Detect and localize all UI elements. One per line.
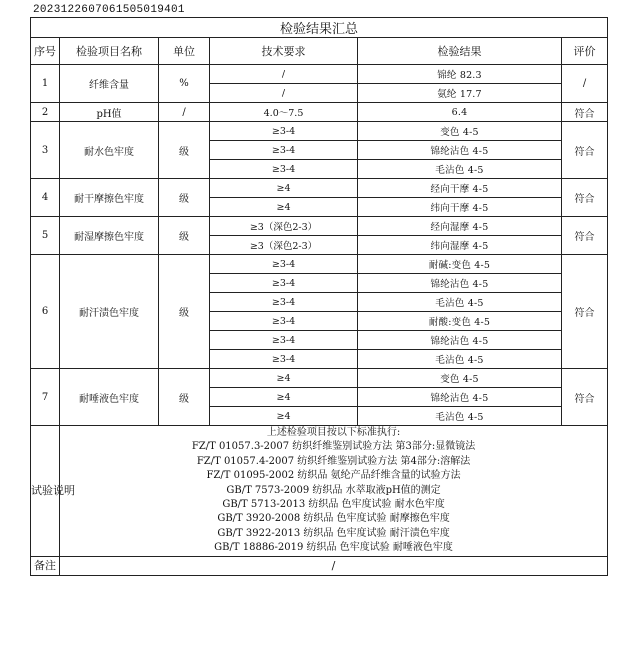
item-evaluation: 符合 <box>562 255 608 369</box>
result-cell: 变色 4-5 <box>358 369 562 388</box>
requirement-cell: ≥4 <box>210 179 358 198</box>
header-evaluation: 评价 <box>562 38 608 65</box>
standard-line: GB/T 3922-2013 纺织品 色牢度试验 耐汗渍色牢度 <box>217 527 450 539</box>
item-evaluation: / <box>562 65 608 103</box>
header-seq: 序号 <box>31 38 60 65</box>
remark-row <box>31 556 608 575</box>
header-unit: 单位 <box>159 38 210 65</box>
standard-line: FZ/T 01057.4-2007 纺织纤维鉴别试验方法 第4部分:溶解法 <box>196 455 471 467</box>
result-cell: 毛沾色 4-5 <box>358 407 562 426</box>
result-cell: 氨纶 17.7 <box>358 84 562 103</box>
table-row <box>31 122 608 141</box>
item-unit: 级 <box>159 217 210 255</box>
requirement-cell: 4.0～7.5 <box>210 103 358 122</box>
test-notes-label: 试验说明 <box>31 426 60 557</box>
item-seq: 3 <box>31 122 60 179</box>
results-table <box>30 17 608 576</box>
standard-line: 上述检验项目按以下标准执行: <box>266 427 401 438</box>
result-cell: 耐酸:变色 4-5 <box>358 312 562 331</box>
requirement-cell: ≥3-4 <box>210 255 358 274</box>
item-seq: 6 <box>31 255 60 369</box>
requirement-cell: ≥3-4 <box>210 141 358 160</box>
result-cell: 6.4 <box>358 103 562 122</box>
standard-line: GB/T 18886-2019 纺织品 色牢度试验 耐唾液色牢度 <box>214 542 453 554</box>
requirement-cell: ≥3-4 <box>210 350 358 369</box>
item-name: 耐汗渍色牢度 <box>60 255 159 369</box>
item-seq: 5 <box>31 217 60 255</box>
item-seq: 7 <box>31 369 60 426</box>
requirement-cell: ≥3（深色2-3） <box>210 236 358 255</box>
remark-value: / <box>60 556 608 575</box>
standard-line: GB/T 3920-2008 纺织品 色牢度试验 耐摩擦色牢度 <box>217 513 450 525</box>
document-id: 2023122607061505019401 <box>33 4 185 16</box>
result-cell: 锦纶沾色 4-5 <box>358 274 562 293</box>
standard-line: GB/T 7573-2009 纺织品 水萃取液pH值的测定 <box>226 484 441 496</box>
standard-line: FZ/T 01095-2002 纺织品 氨纶产品纤维含量的试验方法 <box>206 470 461 482</box>
result-cell: 毛沾色 4-5 <box>358 350 562 369</box>
item-seq: 2 <box>31 103 60 122</box>
item-evaluation: 符合 <box>562 179 608 217</box>
item-unit: / <box>159 103 210 122</box>
item-name: 耐湿摩擦色牢度 <box>60 217 159 255</box>
requirement-cell: ≥4 <box>210 369 358 388</box>
result-cell: 变色 4-5 <box>358 122 562 141</box>
requirement-cell: ≥3-4 <box>210 312 358 331</box>
result-cell: 锦纶沾色 4-5 <box>358 141 562 160</box>
result-cell: 毛沾色 4-5 <box>358 293 562 312</box>
item-name: 耐水色牢度 <box>60 122 159 179</box>
result-cell: 锦纶沾色 4-5 <box>358 388 562 407</box>
item-name: pH值 <box>60 103 159 122</box>
test-notes <box>60 426 608 557</box>
item-unit: 级 <box>159 179 210 217</box>
table-title: 检验结果汇总 <box>31 18 608 38</box>
item-evaluation: 符合 <box>562 122 608 179</box>
result-cell: 毛沾色 4-5 <box>358 160 562 179</box>
item-evaluation: 符合 <box>562 217 608 255</box>
result-cell: 纬向湿摩 4-5 <box>358 236 562 255</box>
item-name: 纤维含量 <box>60 65 159 103</box>
requirement-cell: / <box>210 65 358 84</box>
table-row <box>31 255 608 274</box>
standard-line: GB/T 5713-2013 纺织品 色牢度试验 耐水色牢度 <box>222 499 445 511</box>
item-seq: 4 <box>31 179 60 217</box>
standard-line: FZ/T 01057.3-2007 纺织纤维鉴别试验方法 第3部分:显微镜法 <box>191 441 476 453</box>
remark-label: 备注 <box>31 556 60 575</box>
requirement-cell: ≥4 <box>210 407 358 426</box>
item-name: 耐干摩擦色牢度 <box>60 179 159 217</box>
requirement-cell: ≥3-4 <box>210 274 358 293</box>
requirement-cell: ≥4 <box>210 388 358 407</box>
result-cell: 锦纶 82.3 <box>358 65 562 84</box>
requirement-cell: ≥3-4 <box>210 122 358 141</box>
result-cell: 锦纶沾色 4-5 <box>358 331 562 350</box>
item-unit: 级 <box>159 122 210 179</box>
header-result: 检验结果 <box>358 38 562 65</box>
item-name: 耐唾液色牢度 <box>60 369 159 426</box>
header-requirement: 技术要求 <box>210 38 358 65</box>
table-row <box>31 179 608 198</box>
requirement-cell: ≥4 <box>210 198 358 217</box>
item-unit: 级 <box>159 369 210 426</box>
table-row <box>31 65 608 84</box>
requirement-cell: ≥3-4 <box>210 331 358 350</box>
test-notes-row <box>31 426 608 557</box>
table-row <box>31 217 608 236</box>
item-seq: 1 <box>31 65 60 103</box>
header-item: 检验项目名称 <box>60 38 159 65</box>
table-row <box>31 103 608 122</box>
requirement-cell: / <box>210 84 358 103</box>
table-row <box>31 369 608 388</box>
header-row <box>31 38 608 65</box>
item-unit: % <box>159 65 210 103</box>
result-cell: 耐碱:变色 4-5 <box>358 255 562 274</box>
result-cell: 经向干摩 4-5 <box>358 179 562 198</box>
item-evaluation: 符合 <box>562 103 608 122</box>
result-cell: 经向湿摩 4-5 <box>358 217 562 236</box>
result-cell: 纬向干摩 4-5 <box>358 198 562 217</box>
requirement-cell: ≥3-4 <box>210 160 358 179</box>
item-unit: 级 <box>159 255 210 369</box>
item-evaluation: 符合 <box>562 369 608 426</box>
requirement-cell: ≥3（深色2-3） <box>210 217 358 236</box>
requirement-cell: ≥3-4 <box>210 293 358 312</box>
